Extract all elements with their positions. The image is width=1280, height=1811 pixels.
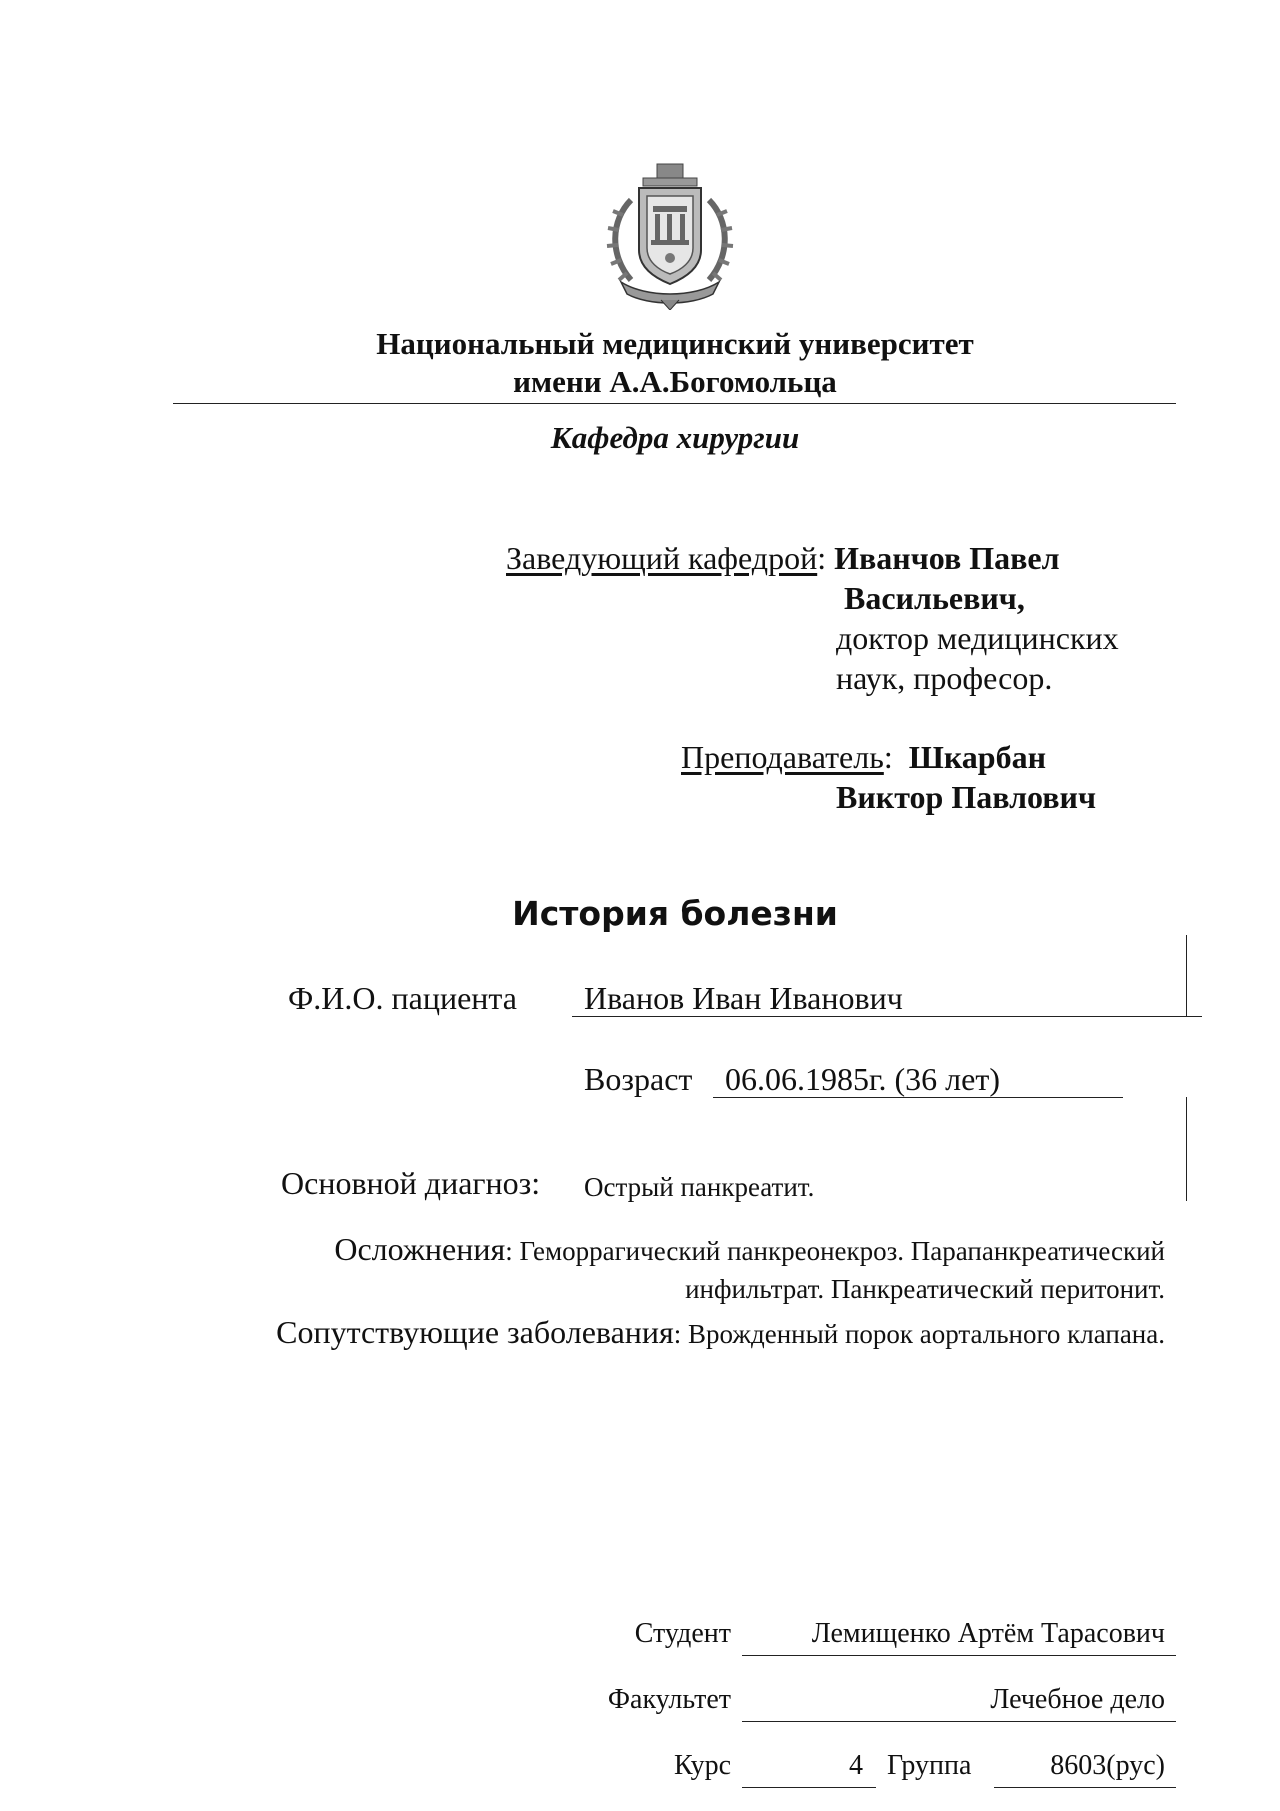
teacher-row: Преподаватель: Шкарбан bbox=[681, 739, 1047, 775]
comorbidities-value: Врожденный порок аортального клапана. bbox=[688, 1319, 1165, 1349]
faculty-label: Факультет bbox=[607, 1684, 731, 1715]
complications-row: Осложнения: Геморрагический панкреонекроз. Парапанкреатический bbox=[334, 1231, 1165, 1267]
faculty-value: Лечебное дело bbox=[990, 1684, 1165, 1715]
form-border-top bbox=[1186, 935, 1187, 1017]
group-value: 8603(рус) bbox=[1050, 1750, 1165, 1781]
patient-fio-value: Иванов Иван Иванович bbox=[584, 980, 903, 1016]
head-of-department-row: Заведующий кафедрой: Иванчов Павел bbox=[506, 540, 1060, 576]
head-of-department-name-line1: Иванчов Павел bbox=[834, 540, 1060, 576]
group-underline bbox=[994, 1787, 1176, 1788]
document-title: История болезни bbox=[512, 894, 838, 933]
course-label: Курс bbox=[674, 1750, 731, 1781]
complications-label: Осложнения bbox=[334, 1231, 506, 1267]
student-underline bbox=[742, 1655, 1176, 1656]
head-of-department-title-line2: наук, професор. bbox=[836, 660, 1053, 696]
header-divider bbox=[173, 403, 1176, 404]
teacher-name-line1: Шкарбан bbox=[908, 739, 1047, 775]
course-underline bbox=[742, 1787, 876, 1788]
head-of-department-label: Заведующий кафедрой bbox=[506, 540, 818, 576]
university-emblem bbox=[601, 160, 739, 310]
age-label: Возраст bbox=[584, 1061, 693, 1097]
complications-line2: инфильтрат. Панкреатический перитонит. bbox=[685, 1274, 1165, 1304]
comorbidities-label: Сопутствующие заболевания bbox=[276, 1314, 674, 1350]
diagnosis-label: Основной диагноз: bbox=[281, 1165, 541, 1201]
diagnosis-value: Острый панкреатит. bbox=[584, 1172, 815, 1202]
faculty-underline bbox=[742, 1721, 1176, 1722]
student-label: Студент bbox=[634, 1618, 731, 1649]
university-name-line2: имени А.А.Богомольца bbox=[513, 364, 837, 399]
age-underline bbox=[713, 1097, 1123, 1098]
patient-fio-underline bbox=[572, 1016, 1202, 1017]
teacher-label: Преподаватель bbox=[681, 739, 884, 775]
patient-fio-label: Ф.И.О. пациента bbox=[288, 980, 517, 1016]
comorbidities-row: Сопутствующие заболевания: Врожденный порок аортального клапана. bbox=[276, 1314, 1165, 1350]
head-of-department-title-line1: доктор медицинских bbox=[836, 620, 1119, 656]
student-value: Лемищенко Артём Тарасович bbox=[811, 1618, 1165, 1649]
complications-line1: Геморрагический панкреонекроз. Парапанкреатический bbox=[519, 1236, 1165, 1266]
teacher-name-line2: Виктор Павлович bbox=[836, 779, 1096, 815]
form-border-bottom bbox=[1186, 1097, 1187, 1201]
university-name-line1: Национальный медицинский университет bbox=[376, 326, 974, 361]
group-label: Группа bbox=[887, 1750, 972, 1781]
age-value: 06.06.1985г. (36 лет) bbox=[725, 1061, 1000, 1097]
head-of-department-name-line2: Васильевич, bbox=[844, 580, 1025, 616]
department-name: Кафедра хирургии bbox=[550, 420, 800, 455]
course-value: 4 bbox=[849, 1750, 863, 1781]
